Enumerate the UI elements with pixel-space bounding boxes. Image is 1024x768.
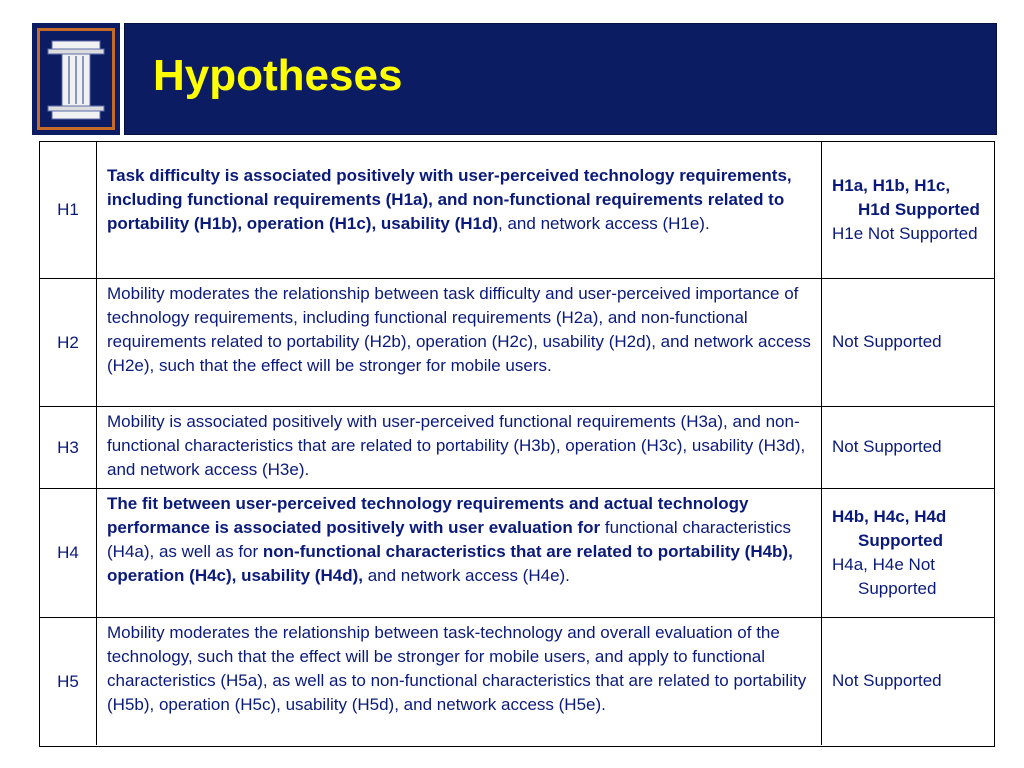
- university-logo: [37, 28, 115, 130]
- hypothesis-text: Mobility moderates the relationship between task difficulty and user-perceived importance of technology requirements, including functional requirements (H2a), and non-functional requirements related to portability (H2b), operation (H2c), usability (H2d), and network access (H2e), such that the effect will be stronger for mobile users.: [97, 279, 822, 406]
- table-row: [40, 142, 994, 279]
- hypothesis-result: [822, 618, 994, 745]
- hypothesis-text: Task difficulty is associated positively with user-perceived technology requirements, including functional requirements (H1a), and non-functional requirements related to portability (H1b), operation (H1c), usability (H1d), and network access (H1e).: [97, 142, 822, 278]
- hypothesis-result: [822, 279, 994, 406]
- hypothesis-id: H4: [40, 489, 97, 617]
- table-row: [40, 279, 994, 407]
- result-line: H4b, H4c, H4d Supported: [832, 506, 947, 550]
- title-banner: [124, 23, 997, 135]
- table-row: [40, 407, 994, 489]
- logo-panel: [32, 23, 120, 135]
- result-line: H1e Not Supported: [832, 223, 978, 243]
- result-line: H1a, H1b, H1c, H1d Supported: [832, 175, 980, 219]
- hypothesis-text: Mobility is associated positively with user-perceived functional requirements (H3a), and non-functional characteristics that are related to portability (H3b), operation (H3c), usability (H3d), and network access (H3e).: [97, 407, 822, 488]
- table-row: [40, 489, 994, 618]
- result-line: Not Supported: [832, 671, 942, 690]
- university-column-i-logo: [40, 31, 112, 127]
- table-row: [40, 618, 994, 745]
- slide-title: Hypotheses: [153, 51, 403, 100]
- hypothesis-id: H5: [40, 618, 97, 745]
- hypothesis-text: Mobility moderates the relationship between task-technology and overall evaluation of the technology, such that the effect will be stronger for mobile users, and apply to functional characteristics (H5a), as well as to non-functional characteristics that are related to portability (H5b), operation (H5c), usability (H5d), and network access (H5e).: [97, 618, 822, 745]
- hypothesis-result: [822, 142, 994, 278]
- result-line: Not Supported: [832, 332, 942, 351]
- result-line: Not Supported: [832, 437, 942, 456]
- hypothesis-id: H1: [40, 142, 97, 278]
- hypothesis-id: H3: [40, 407, 97, 488]
- hypothesis-id: H2: [40, 279, 97, 406]
- hypothesis-text: The fit between user-perceived technology requirements and actual technology performance is associated positively with user evaluation for functional characteristics (H4a), as well as for non-functional characteristics that are related to portability (H4b), operation (H4c), usability (H4d), and network access (H4e).: [97, 489, 822, 617]
- hypotheses-table: [39, 141, 995, 747]
- hypothesis-result: [822, 489, 994, 617]
- result-line: H4a, H4e Not Supported: [832, 554, 937, 598]
- hypothesis-result: [822, 407, 994, 488]
